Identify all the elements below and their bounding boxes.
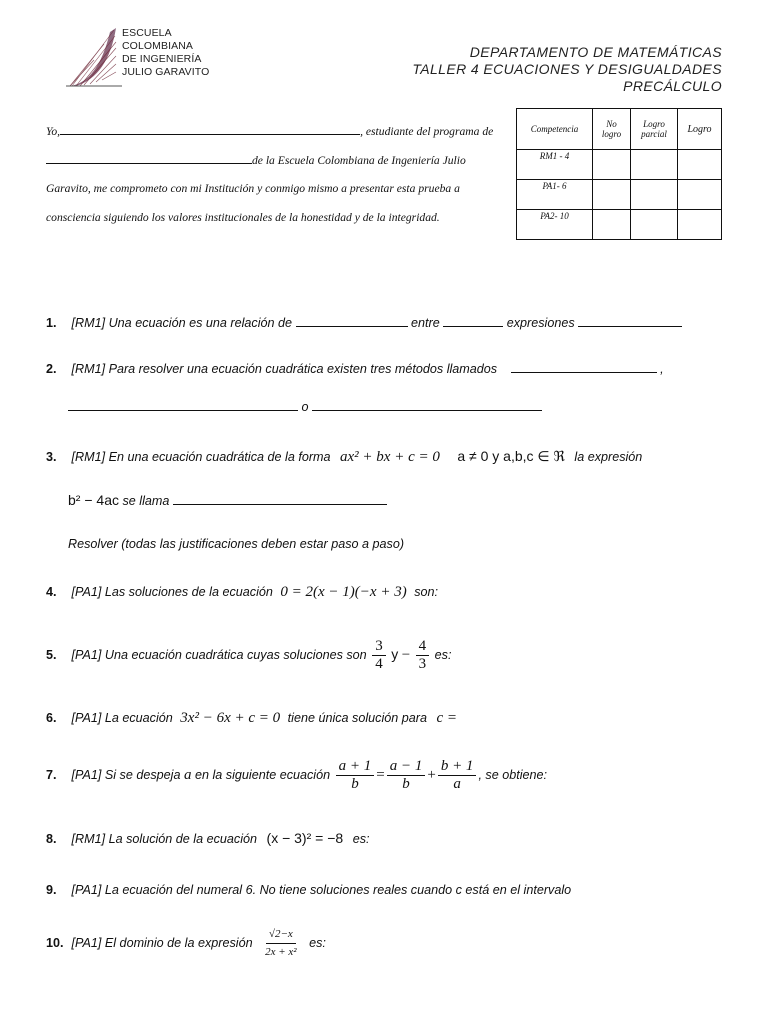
- question-text: [RM1] Para resolver una ecuación cuadrática existen tres métodos llamados: [71, 362, 498, 376]
- denominator: b: [351, 776, 359, 792]
- grade-cell[interactable]: [678, 150, 722, 180]
- question-number: 8.: [46, 832, 57, 846]
- grade-cell[interactable]: [631, 180, 678, 210]
- question-text: [RM1] En una ecuación cuadrática de la forma: [71, 450, 331, 464]
- answer-blank[interactable]: [173, 494, 387, 505]
- logo-line: ESCUELA: [122, 27, 172, 39]
- question-text: , se obtiene:: [478, 767, 548, 782]
- grade-cell[interactable]: [678, 210, 722, 240]
- question-number: 1.: [46, 316, 57, 330]
- answer-blank[interactable]: [578, 316, 682, 327]
- question-text: en la siguiente ecuación: [194, 767, 331, 782]
- quadratic-form: ax² + bx + c = 0: [340, 449, 440, 465]
- pledge-body: de la Escuela Colombiana de Ingeniería Julio Garavito, me comprometo con mi Institución y conmigo mismo a presentar esta prueba a consciencia siguiendo los valores institucionales de la honestidad y de la integridad.: [46, 153, 466, 224]
- grade-cell[interactable]: [593, 210, 631, 240]
- question-text: la expresión: [574, 450, 643, 464]
- question-10: [46, 926, 726, 961]
- question-text: es:: [309, 935, 326, 950]
- question-number: 2.: [46, 362, 57, 376]
- competency-table: [516, 108, 722, 240]
- condition-variable: c =: [436, 710, 457, 726]
- logo-line: DE INGENIERÍA: [122, 53, 202, 65]
- fraction: [416, 638, 430, 673]
- header-cell: Logro: [678, 109, 722, 150]
- department-header: [412, 44, 722, 95]
- denominator: 3: [418, 656, 427, 672]
- question-text: ,: [660, 362, 664, 376]
- numerator: a + 1: [336, 758, 375, 776]
- logo-line: COLOMBIANA: [122, 40, 194, 52]
- grade-cell[interactable]: [593, 180, 631, 210]
- question-text: es:: [352, 832, 370, 846]
- table-row: [517, 180, 722, 210]
- competency-label: RM1 - 4: [517, 150, 593, 180]
- numerator: 3: [372, 638, 386, 656]
- program-blank[interactable]: [46, 153, 252, 164]
- question-3: [46, 448, 726, 466]
- fraction: [336, 758, 375, 793]
- question-text: expresiones: [506, 316, 575, 330]
- denominator: b: [402, 776, 410, 792]
- fraction: [262, 926, 300, 961]
- answer-blank[interactable]: [312, 400, 542, 411]
- question-8: [46, 830, 726, 846]
- variable: a: [183, 766, 192, 783]
- question-text: es:: [434, 647, 452, 662]
- numerator: √2−x: [266, 926, 296, 944]
- question-text: son:: [414, 585, 439, 599]
- grade-cell[interactable]: [593, 150, 631, 180]
- question-text: tiene única solución para: [287, 711, 427, 725]
- plus-sign: +: [427, 766, 436, 783]
- honesty-pledge: [46, 118, 512, 232]
- header-cell: Competencia: [517, 109, 593, 150]
- answer-blank[interactable]: [511, 362, 657, 373]
- question-text: [PA1] Si se despeja: [71, 767, 181, 782]
- question-number: 3.: [46, 450, 57, 464]
- question-number: 9.: [46, 883, 57, 897]
- question-text: [PA1] Una ecuación cuadrática cuyas soluciones son: [71, 647, 367, 662]
- header-cell: No logro: [593, 109, 631, 150]
- equation: 0 = 2(x − 1)(−x + 3): [280, 584, 407, 600]
- question-6: [46, 710, 726, 727]
- question-5: [46, 638, 726, 673]
- grade-cell[interactable]: [631, 210, 678, 240]
- grade-cell[interactable]: [631, 150, 678, 180]
- question-number: 6.: [46, 711, 57, 725]
- pledge-program: , estudiante del programa de: [360, 125, 494, 138]
- fraction: [387, 758, 426, 793]
- numerator: b + 1: [438, 758, 477, 776]
- conjunction: y: [391, 645, 399, 662]
- pledge-start: Yo,: [46, 125, 61, 138]
- question-1: [46, 316, 726, 330]
- discriminant-expression: b² − 4ac: [68, 492, 119, 508]
- question-text: [PA1] La ecuación: [71, 711, 173, 725]
- question-text: o: [301, 400, 309, 414]
- question-number: 5.: [46, 647, 57, 662]
- logo-wordmark: [122, 27, 209, 79]
- fraction: [438, 758, 477, 793]
- table-row: [517, 150, 722, 180]
- denominator: a: [453, 776, 461, 792]
- answer-blank[interactable]: [68, 400, 298, 411]
- equation: 3x² − 6x + c = 0: [180, 710, 281, 726]
- denominator: 2x + x²: [265, 946, 297, 958]
- question-number: 10.: [46, 935, 64, 950]
- equals-sign: =: [376, 766, 385, 783]
- question-7: [46, 758, 726, 793]
- question-2-line-2: [68, 400, 748, 414]
- competency-label: PA1- 6: [517, 180, 593, 210]
- name-blank[interactable]: [60, 124, 360, 135]
- equation: (x − 3)² = −8: [266, 830, 344, 846]
- numerator: 4: [416, 638, 430, 656]
- question-text: [RM1] Una ecuación es una relación de: [71, 316, 293, 330]
- question-text: se llama: [122, 494, 170, 508]
- question-number: 7.: [46, 767, 57, 782]
- table-row: [517, 210, 722, 240]
- logo-line: JULIO GARAVITO: [122, 66, 210, 78]
- grade-cell[interactable]: [678, 180, 722, 210]
- question-9: [46, 883, 726, 897]
- fraction: [372, 638, 386, 673]
- header-cell: Logro parcial: [631, 109, 678, 150]
- department-title: DEPARTAMENTO DE MATEMÁTICAS: [469, 44, 722, 60]
- table-header-row: [517, 109, 722, 150]
- question-text: [PA1] Las soluciones de la ecuación: [71, 585, 273, 599]
- competency-label: PA2- 10: [517, 210, 593, 240]
- question-number: 4.: [46, 585, 57, 599]
- question-text: [PA1] El dominio de la expresión: [71, 935, 253, 950]
- question-4: [46, 584, 726, 601]
- course-title: PRECÁLCULO: [623, 78, 722, 94]
- question-text: [PA1] La ecuación del numeral 6. No tiene soluciones reales cuando c está en el intervalo: [71, 883, 572, 897]
- answer-blank[interactable]: [296, 316, 408, 327]
- instructions: Resolver (todas las justificaciones deben estar paso a paso): [68, 537, 405, 551]
- question-3-line-2: [68, 492, 748, 508]
- denominator: 4: [375, 656, 383, 672]
- answer-blank[interactable]: [443, 316, 503, 327]
- coefficient-condition: a ≠ 0 y a,b,c ∈ ℜ: [457, 448, 565, 464]
- logo-mark-icon: [64, 24, 124, 88]
- question-text: entre: [411, 316, 440, 330]
- minus-sign: −: [401, 646, 411, 663]
- question-2: [46, 362, 726, 376]
- numerator: a − 1: [387, 758, 426, 776]
- workshop-title: TALLER 4 ECUACIONES Y DESIGUALDADES: [412, 61, 722, 77]
- question-text: [RM1] La solución de la ecuación: [71, 832, 258, 846]
